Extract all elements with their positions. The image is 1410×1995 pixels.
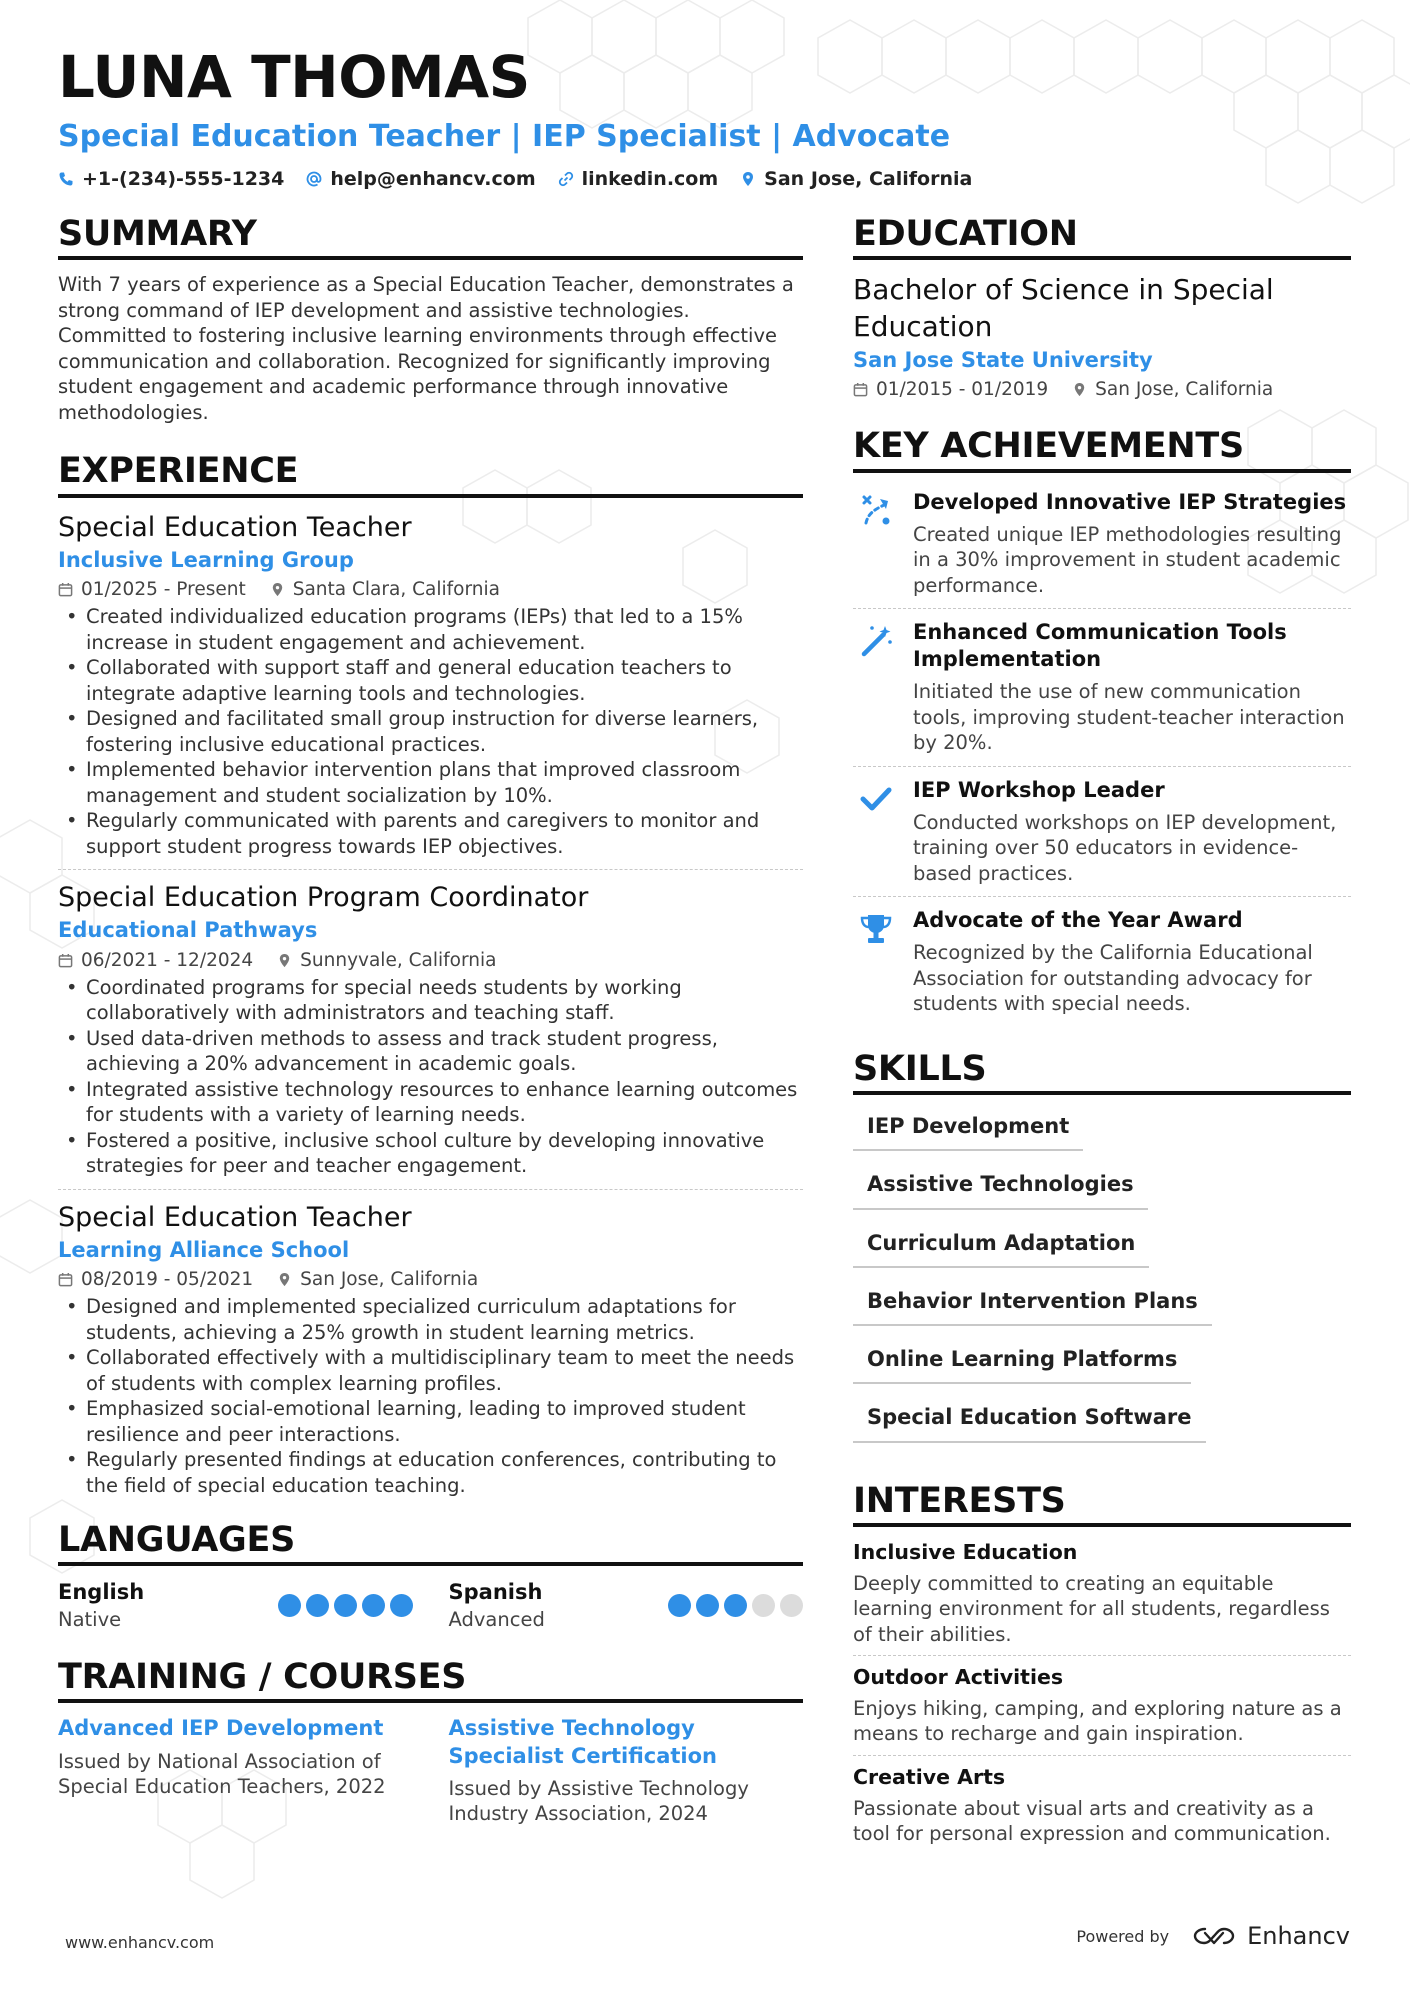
location-pin-icon (270, 582, 285, 597)
candidate-name: LUNA THOMAS (58, 43, 530, 111)
bullet: • Used data-driven methods to assess and track student progress, achieving a 20% advancement in academic goals. (58, 1026, 803, 1077)
calendar-icon (58, 953, 73, 968)
course-item (58, 1715, 413, 1827)
phone-text: +1-(234)-555-1234 (82, 168, 285, 190)
language-name: English (58, 1580, 145, 1605)
interest-desc: Passionate about visual arts and creativity as a tool for personal expression and communication. (853, 1796, 1331, 1846)
skill-tag: Online Learning Platforms (853, 1340, 1191, 1384)
linkedin-text: linkedin.com (581, 168, 719, 190)
location-pin-icon (277, 953, 292, 968)
rating-dot-empty (752, 1594, 775, 1617)
rating-dot-filled (696, 1594, 719, 1617)
right-column (853, 214, 1351, 1855)
checkmark-icon (853, 777, 899, 887)
email-text: help@enhancv.com (330, 168, 536, 190)
calendar-icon (853, 382, 868, 397)
bullet: • Designed and facilitated small group instruction for diverse learners, fostering inclusive educational practices. (58, 706, 803, 757)
company-name: Learning Alliance School (58, 1237, 350, 1262)
interest-title: Inclusive Education (853, 1540, 1078, 1564)
rating-dot-filled (278, 1594, 301, 1617)
rating-dot-filled (306, 1594, 329, 1617)
school-name: San Jose State University (853, 348, 1153, 373)
languages-heading: LANGUAGES (58, 1520, 803, 1566)
training-heading: TRAINING / COURSES (58, 1657, 803, 1703)
calendar-icon (58, 1272, 73, 1287)
enhancv-logo[interactable] (1191, 1922, 1350, 1950)
job-bullets (58, 975, 803, 1179)
job-meta (58, 579, 803, 600)
bullet: • Collaborated effectively with a multidisciplinary team to meet the needs of students with complex learning profiles. (58, 1345, 803, 1396)
interest-title: Creative Arts (853, 1764, 1006, 1789)
bullet: • Collaborated with support staff and general education teachers to integrate adaptive learning tools and technologies. (58, 655, 803, 706)
job-dates: 08/2019 - 05/2021 (81, 1269, 254, 1291)
location-pin-icon (740, 171, 756, 187)
bullet: • Fostered a positive, inclusive school culture by developing innovative strategies for peer and teacher engagement. (58, 1128, 803, 1179)
interest-desc: Enjoys hiking, camping, and exploring nature as a means to recharge and gain inspiration. (853, 1696, 1342, 1746)
bullet: • Designed and implemented specialized curriculum adaptations for students, achieving a 25% growth in student learning metrics. (58, 1294, 803, 1345)
experience-item (58, 869, 803, 1189)
rating-dot-empty (780, 1594, 803, 1617)
experience-heading: EXPERIENCE (58, 451, 803, 497)
summary-heading: SUMMARY (58, 214, 803, 260)
education-meta (853, 379, 1351, 400)
location-text: San Jose, California (764, 168, 973, 190)
summary-section (58, 214, 803, 425)
achievement-item (853, 608, 1351, 766)
phone-icon (58, 171, 74, 187)
language-level: Advanced (448, 1607, 545, 1631)
job-dates: 06/2021 - 12/2024 (81, 949, 254, 971)
bullet: • Emphasized social-emotional learning, leading to improved student resilience and peer interactions. (58, 1396, 803, 1447)
location-pin-icon (1072, 382, 1087, 397)
rating-dot-filled (362, 1594, 385, 1617)
interest-item (853, 1539, 1351, 1655)
skill-tag: Special Education Software (853, 1398, 1206, 1442)
contact-location (740, 168, 972, 190)
languages-section (58, 1520, 803, 1633)
interest-item (853, 1655, 1351, 1755)
education-section (853, 214, 1351, 400)
bullet: • Regularly communicated with parents and caregivers to monitor and support student progress towards IEP objectives. (58, 808, 803, 859)
company-name: Inclusive Learning Group (58, 547, 354, 572)
job-bullets (58, 604, 803, 859)
course-title: Advanced IEP Development (58, 1716, 384, 1741)
interests-section (853, 1481, 1351, 1855)
language-level: Native (58, 1607, 122, 1631)
footer-url[interactable]: www.enhancv.com (65, 1933, 215, 1952)
experience-item (58, 510, 803, 870)
rating-dot-filled (724, 1594, 747, 1617)
achievement-title: Developed Innovative IEP Strategies (913, 489, 1347, 514)
job-title: Special Education Program Coordinator (58, 882, 589, 914)
contact-phone[interactable] (58, 168, 284, 190)
location-pin-icon (277, 1272, 292, 1287)
achievements-heading: KEY ACHIEVEMENTS (853, 426, 1351, 472)
job-location: Santa Clara, California (292, 579, 500, 601)
achievement-title: Enhanced Communication Tools Implementation (913, 620, 1287, 672)
course-title: Assistive Technology Specialist Certification (448, 1716, 718, 1768)
bullet: • Coordinated programs for special needs students by working collaboratively with administrators and teaching staff. (58, 975, 803, 1026)
rating-dot-filled (334, 1594, 357, 1617)
skill-tag: Curriculum Adaptation (853, 1224, 1149, 1268)
bullet: • Implemented behavior intervention plans that improved classroom management and student socialization by 10%. (58, 757, 803, 808)
skill-tag: IEP Development (853, 1107, 1083, 1151)
achievement-desc: Recognized by the California Educational Association for outstanding advocacy for students with special needs. (913, 941, 1313, 1016)
achievement-item (853, 485, 1351, 609)
magic-wand-icon (853, 619, 899, 756)
job-location: Sunnyvale, California (300, 949, 497, 971)
interests-heading: INTERESTS (853, 1481, 1351, 1527)
experience-section (58, 451, 803, 1508)
achievements-section (853, 426, 1351, 1026)
skill-tag: Assistive Technologies (853, 1165, 1148, 1209)
left-column (58, 214, 803, 1827)
interest-desc: Deeply committed to creating an equitable learning environment for all students, regardless of their abilities. (853, 1571, 1330, 1646)
job-title: Special Education Teacher (58, 511, 412, 543)
contact-bar (58, 168, 972, 190)
interest-item (853, 1755, 1351, 1855)
interest-title: Outdoor Activities (853, 1665, 1064, 1690)
job-meta (58, 1269, 803, 1290)
degree: Bachelor of Science in Special Education (853, 273, 1274, 343)
course-item (449, 1715, 804, 1827)
job-bullets (58, 1294, 803, 1498)
strategy-icon (853, 489, 899, 599)
job-location: San Jose, California (300, 1269, 479, 1291)
bullet: • Created individualized education programs (IEPs) that led to a 15% increase in student engagement and achievement. (58, 604, 803, 655)
calendar-icon (58, 582, 73, 597)
candidate-role: Special Education Teacher | IEP Specialist | Advocate (58, 119, 951, 154)
brand-name: Enhancv (1247, 1922, 1350, 1950)
language-rating (668, 1594, 803, 1617)
achievement-item (853, 896, 1351, 1027)
job-title: Special Education Teacher (58, 1201, 412, 1233)
job-meta (58, 950, 803, 971)
language-rating (278, 1594, 413, 1617)
language-item (58, 1578, 413, 1633)
contact-email[interactable] (306, 168, 535, 190)
education-heading: EDUCATION (853, 214, 1351, 260)
contact-linkedin[interactable] (558, 168, 719, 190)
summary-text: With 7 years of experience as a Special Education Teacher, demonstrates a strong command of IEP development and assistive technologies. Committed to fostering inclusive learning environments through effective communication and collaboration. Recognized for significantly improving student engagement and academic performance through innovative methodologies. (58, 273, 794, 424)
training-section (58, 1657, 803, 1827)
achievement-desc: Initiated the use of new communication tools, improving student-teacher interaction by 20%. (913, 680, 1345, 755)
achievement-title: Advocate of the Year Award (913, 908, 1243, 933)
education-dates: 01/2015 - 01/2019 (876, 379, 1049, 401)
link-icon (558, 171, 574, 187)
skills-section (853, 1049, 1351, 1457)
rating-dot-filled (668, 1594, 691, 1617)
education-location: San Jose, California (1095, 379, 1274, 401)
achievement-item (853, 766, 1351, 897)
trophy-icon (853, 907, 899, 1017)
enhancv-logo-icon (1191, 1924, 1237, 1948)
achievement-desc: Created unique IEP methodologies resulting in a 30% improvement in student academic performance. (913, 522, 1342, 597)
course-desc: Issued by National Association of Special Education Teachers, 2022 (58, 1749, 386, 1799)
bullet: • Integrated assistive technology resources to enhance learning outcomes for students with a variety of learning needs. (58, 1077, 803, 1128)
company-name: Educational Pathways (58, 918, 318, 943)
bullet: • Regularly presented findings at education conferences, contributing to the field of special education teaching. (58, 1447, 803, 1498)
at-sign-icon (306, 171, 322, 187)
course-desc: Issued by Assistive Technology Industry Association, 2024 (448, 1776, 749, 1826)
job-dates: 01/2025 - Present (81, 579, 246, 601)
powered-by (1076, 1922, 1350, 1950)
language-name: Spanish (448, 1580, 543, 1605)
achievement-desc: Conducted workshops on IEP development, training over 50 educators in evidence-based practices. (913, 810, 1337, 885)
experience-item (58, 1189, 803, 1509)
language-item (449, 1578, 804, 1633)
skill-tag: Behavior Intervention Plans (853, 1282, 1212, 1326)
skills-heading: SKILLS (853, 1049, 1351, 1095)
rating-dot-filled (390, 1594, 413, 1617)
powered-by-label: Powered by (1076, 1926, 1170, 1946)
achievement-title: IEP Workshop Leader (913, 777, 1165, 802)
